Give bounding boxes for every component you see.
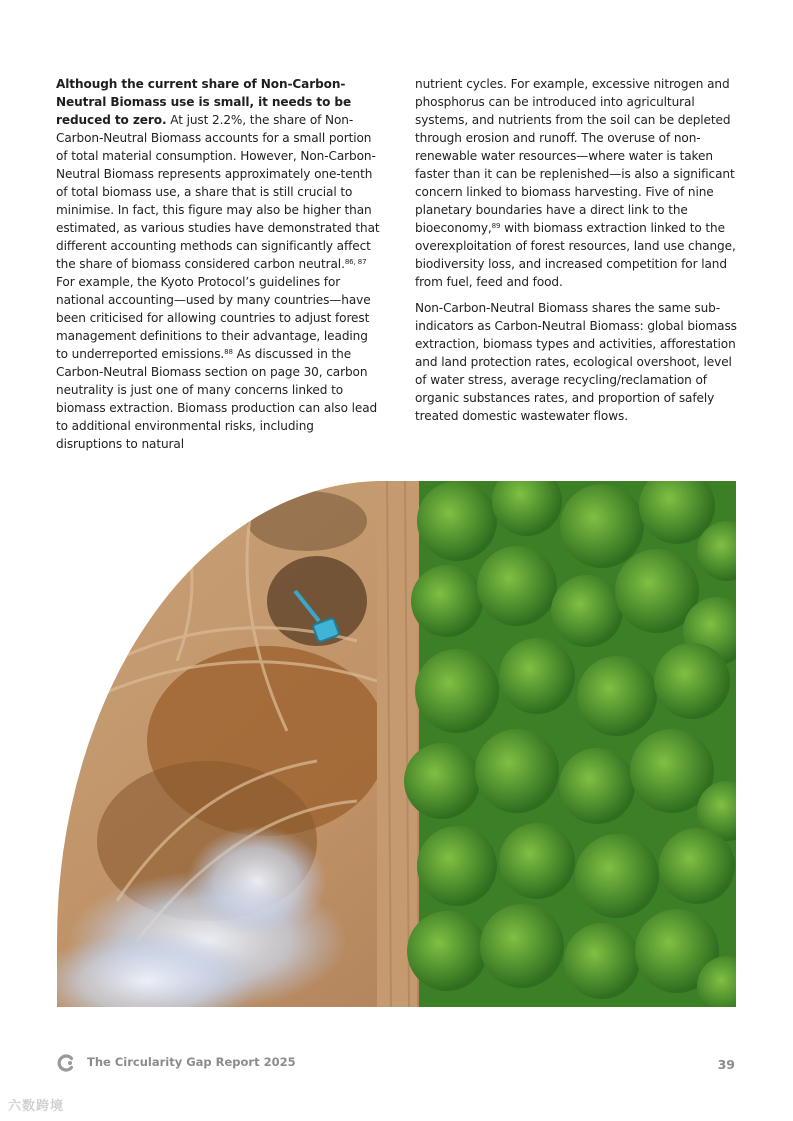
footnote-ref[interactable]: 88 — [224, 348, 233, 356]
body-text: As discussed in the Carbon-Neutral Biomass section on page 30, carbon neutrality is just one of many concerns linked to biomass extraction. Biomass production can also lead to additional environmental risks, including disruptions to natural — [56, 347, 378, 451]
body-text: nutrient cycles. For example, excessive nitrogen and phosphorus can be introduced into agricultural systems, and nutrients from the soil can be depleted through erosion and runoff. The overuse of non-renewable water resources—where water is taken faster than it can be replenished—is also a significant concern linked to biomass harvesting. Five of nine planetary boundaries have a direct link to the bioeconomy, — [415, 77, 735, 235]
paragraph — [415, 75, 739, 291]
body-text: For example, the Kyoto Protocol’s guidelines for national accounting—used by many countries—have been criticised for allowing countries to adjust forest management definitions to their advantage, leading to underreported emissions. — [56, 275, 371, 361]
paragraph: Non-Carbon-Neutral Biomass shares the same sub-indicators as Carbon-Neutral Biomass: global biomass extraction, biomass types and activities, afforestation and land protection rates, ecological overshoot, level of water stress, average recycling/reclamation of organic substances rates, and proportion of safely treated domestic wastewater flows. — [415, 301, 737, 423]
watermark: 六数跨境 — [8, 1099, 65, 1114]
deforestation-aerial-photo — [57, 481, 736, 1007]
body-text: with biomass extraction linked to the overexploitation of forest resources, land use change, biodiversity loss, and increased competition for land from fuel, feed and food. — [415, 221, 736, 289]
lead-sentence: Although the current share of Non-Carbon-Neutral Biomass use is small, it needs to be reduced to zero. — [56, 77, 352, 127]
text-column-left — [56, 75, 380, 461]
paragraph — [56, 75, 380, 453]
footnote-ref[interactable]: 89 — [491, 222, 501, 230]
circularity-c-logo-icon — [57, 1054, 75, 1072]
page-number: 39 — [717, 1057, 735, 1072]
body-text: At just 2.2%, the share of Non-Carbon-Neutral Biomass accounts for a small portion of total material consumption. However, Non-Carbon-Neutral Biomass represents approximately one-tenth of total biomass use, a share that is still crucial to minimise. In fact, this figure may also be higher than estimated, as various studies have demonstrated that different accounting methods can significantly affect the share of biomass considered carbon neutral. — [56, 113, 380, 271]
footnote-ref[interactable]: 86, 87 — [344, 258, 367, 266]
report-title: The Circularity Gap Report 2025 — [87, 1055, 296, 1069]
text-column-right — [415, 75, 739, 433]
